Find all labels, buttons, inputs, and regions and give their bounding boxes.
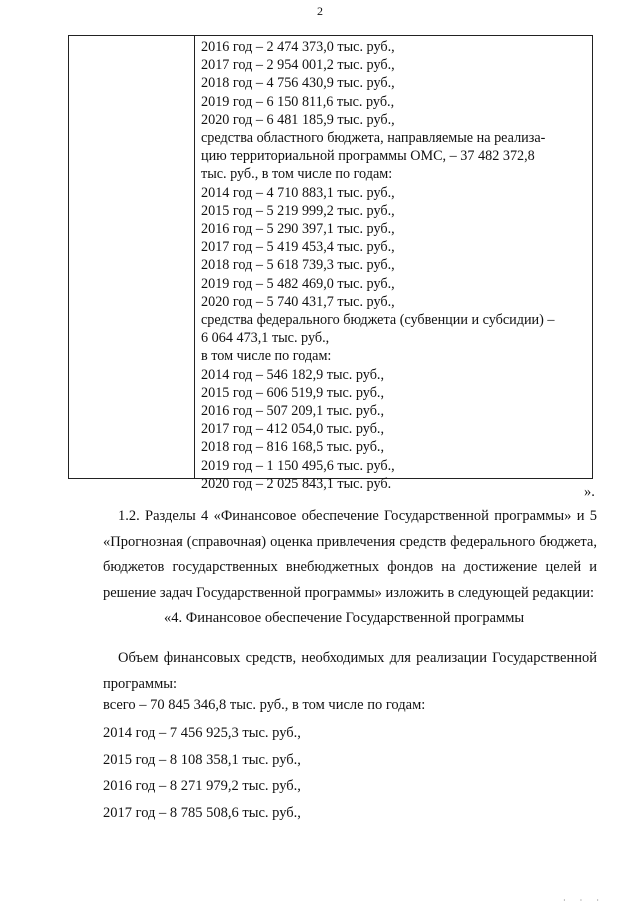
table-cell-line: 2017 год – 412 054,0 тыс. руб.,: [201, 421, 385, 438]
table-right-cell: [201, 38, 589, 493]
table-cell-line: 2020 год – 5 740 431,7 тыс. руб.,: [201, 293, 395, 310]
table-cell-line: средства федерального бюджета (субвенции и субсидии) –: [201, 312, 555, 329]
table-cell-line: 2017 год – 5 419 453,4 тыс. руб.,: [201, 239, 395, 256]
table-cell-line: 6 064 473,1 тыс. руб.,: [201, 330, 330, 347]
table-cell-line: 2018 год – 5 618 739,3 тыс. руб.,: [201, 257, 395, 274]
scan-specks: · · ·: [563, 896, 605, 905]
year-line: 2016 год – 8 271 979,2 тыс. руб.,: [103, 778, 301, 794]
closing-quote: ».: [584, 484, 595, 500]
table-cell-line: 2018 год – 816 168,5 тыс. руб.,: [201, 439, 385, 456]
continuation-table: [68, 35, 593, 492]
table-cell-line: цию территориальной программы ОМС, – 37 482 372,8: [201, 148, 535, 165]
table-cell-line: тыс. руб., в том числе по годам:: [201, 166, 393, 183]
table-cell-line: 2014 год – 4 710 883,1 тыс. руб.,: [201, 184, 395, 201]
table-cell-line: 2017 год – 2 954 001,2 тыс. руб.,: [201, 57, 395, 74]
table-cell-line: 2015 год – 5 219 999,2 тыс. руб.,: [201, 202, 395, 219]
total-line: всего – 70 845 346,8 тыс. руб., в том числе по годам:: [103, 697, 426, 713]
table-cell-line: в том числе по годам:: [201, 348, 332, 365]
table-cell-line: 2019 год – 5 482 469,0 тыс. руб.,: [201, 275, 395, 292]
table-cell-line: 2018 год – 4 756 430,9 тыс. руб.,: [201, 75, 395, 92]
funding-paragraph: Объем финансовых средств, необходимых для реализации Государственной программы:: [103, 650, 597, 692]
table-cell-line: 2019 год – 6 150 811,6 тыс. руб.,: [201, 93, 395, 110]
table-cell-line: 2015 год – 606 519,9 тыс. руб.,: [201, 384, 385, 401]
table-column-divider: [194, 36, 195, 478]
table-cell-line: 2016 год – 5 290 397,1 тыс. руб.,: [201, 221, 395, 238]
table-cell-line: 2019 год – 1 150 495,6 тыс. руб.,: [201, 457, 395, 474]
table-cell-line: 2014 год – 546 182,9 тыс. руб.,: [201, 366, 385, 383]
table-cell-line: 2020 год – 2 025 843,1 тыс. руб.: [201, 475, 392, 492]
table-cell-line: 2016 год – 507 209,1 тыс. руб.,: [201, 403, 385, 420]
table-cell-line: 2020 год – 6 481 185,9 тыс. руб.,: [201, 111, 395, 128]
year-line: 2015 год – 8 108 358,1 тыс. руб.,: [103, 752, 301, 768]
page-number: 2: [317, 4, 323, 18]
table-cell-line: средства областного бюджета, направляемые на реализа-: [201, 130, 546, 147]
amendment-paragraph: 1.2. Разделы 4 «Финансовое обеспечение Государственной программы» и 5 «Прогнозная (справочная) оценка привлечения средств федерального бюджета, бюджетов государственных внебюджетных фондов на достижение целей и решение задач Государственной программы» изложить в следующей редакции:: [103, 508, 597, 601]
section-heading: «4. Финансовое обеспечение Государственной программы: [164, 610, 525, 626]
year-line: 2014 год – 7 456 925,3 тыс. руб.,: [103, 725, 301, 741]
table-cell-line: 2016 год – 2 474 373,0 тыс. руб.,: [201, 39, 395, 55]
year-line: 2017 год – 8 785 508,6 тыс. руб.,: [103, 805, 301, 821]
